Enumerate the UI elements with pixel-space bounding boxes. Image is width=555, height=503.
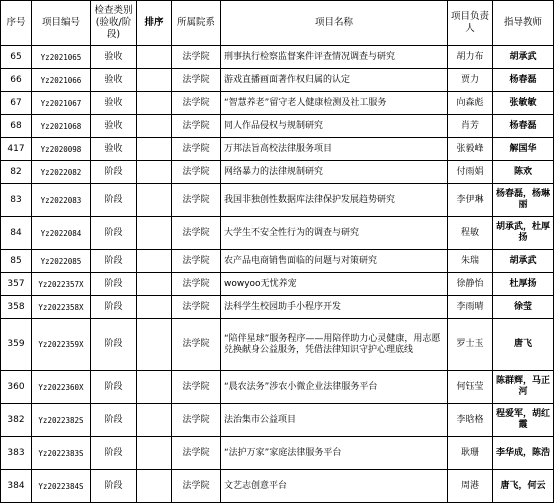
header-sort: 排序 <box>137 1 172 46</box>
table-row <box>1 115 554 138</box>
cell-sort <box>137 470 172 503</box>
cell-seq: 68 <box>1 115 32 138</box>
cell-type: 阶段 <box>91 273 137 296</box>
table-row <box>1 470 554 503</box>
header-seq: 序号 <box>1 1 32 46</box>
cell-leader: 周港 <box>448 470 493 503</box>
cell-leader: 李晗格 <box>448 404 493 437</box>
cell-seq: 383 <box>1 437 32 470</box>
cell-project-name: 刑事执行检察监督案件评查情况调查与研究 <box>221 46 448 69</box>
cell-college: 法学院 <box>172 319 221 371</box>
cell-type: 阶段 <box>91 470 137 503</box>
table-body <box>1 46 554 503</box>
cell-leader: 耿珊 <box>448 437 493 470</box>
cell-sort <box>137 371 172 404</box>
cell-project-name: 农产品电商销售面临的问题与对策研究 <box>221 250 448 273</box>
cell-type: 验收 <box>91 69 137 92</box>
cell-advisor: 胡承武 <box>493 250 554 273</box>
cell-college: 法学院 <box>172 296 221 319</box>
cell-college: 法学院 <box>172 404 221 437</box>
table-row <box>1 46 554 69</box>
cell-sort <box>137 115 172 138</box>
cell-type: 阶段 <box>91 437 137 470</box>
cell-type: 验收 <box>91 115 137 138</box>
cell-seq: 384 <box>1 470 32 503</box>
table-row <box>1 138 554 161</box>
cell-advisor: 杨春磊 <box>493 115 554 138</box>
table-row <box>1 184 554 217</box>
cell-type: 阶段 <box>91 404 137 437</box>
cell-seq: 84 <box>1 217 32 250</box>
cell-seq: 83 <box>1 184 32 217</box>
cell-code: Yz2022383S <box>32 437 91 470</box>
cell-college: 法学院 <box>172 273 221 296</box>
cell-college: 法学院 <box>172 161 221 184</box>
cell-project-name: 大学生不安全性行为的调查与研究 <box>221 217 448 250</box>
cell-project-name: wowyoo无忧养宠 <box>221 273 448 296</box>
cell-advisor: 李华成，陈浩 <box>493 437 554 470</box>
cell-sort <box>137 161 172 184</box>
cell-advisor: 杨春磊，杨琳丽 <box>493 184 554 217</box>
table-row <box>1 69 554 92</box>
cell-leader: 贾力 <box>448 69 493 92</box>
cell-type: 验收 <box>91 46 137 69</box>
cell-sort <box>137 138 172 161</box>
cell-sort <box>137 319 172 371</box>
cell-sort <box>137 46 172 69</box>
cell-leader: 胡力布 <box>448 46 493 69</box>
cell-advisor: 杨春磊 <box>493 69 554 92</box>
cell-advisor: 张敏敏 <box>493 92 554 115</box>
cell-seq: 359 <box>1 319 32 371</box>
cell-sort <box>137 404 172 437</box>
cell-code: Yz2022357X <box>32 273 91 296</box>
table-row <box>1 92 554 115</box>
cell-college: 法学院 <box>172 371 221 404</box>
cell-college: 法学院 <box>172 437 221 470</box>
cell-sort <box>137 437 172 470</box>
cell-leader: 肖芳 <box>448 115 493 138</box>
cell-leader: 何钰莹 <box>448 371 493 404</box>
cell-advisor: 胡承武，杜厚扬 <box>493 217 554 250</box>
cell-advisor: 解国华 <box>493 138 554 161</box>
cell-college: 法学院 <box>172 250 221 273</box>
cell-type: 阶段 <box>91 296 137 319</box>
cell-code: Yz2022082 <box>32 161 91 184</box>
cell-project-name: 万邦法旨高校法律服务项目 <box>221 138 448 161</box>
cell-code: Yz2022358X <box>32 296 91 319</box>
cell-project-name: 网络暴力的法律规制研究 <box>221 161 448 184</box>
cell-seq: 66 <box>1 69 32 92</box>
cell-advisor: 陈群辉，马正河 <box>493 371 554 404</box>
header-name: 项目名称 <box>221 1 448 46</box>
cell-leader: 程敏 <box>448 217 493 250</box>
cell-advisor: 程爱军，胡红霞 <box>493 404 554 437</box>
cell-code: Yz2021067 <box>32 92 91 115</box>
cell-code: Yz2022083 <box>32 184 91 217</box>
cell-advisor: 唐飞 <box>493 319 554 371</box>
cell-code: Yz2021068 <box>32 115 91 138</box>
cell-type: 阶段 <box>91 371 137 404</box>
cell-code: Yz2022360X <box>32 371 91 404</box>
header-leader: 项目负责人 <box>448 1 493 46</box>
cell-code: Yz2021065 <box>32 46 91 69</box>
cell-sort <box>137 69 172 92</box>
cell-type: 验收 <box>91 138 137 161</box>
cell-type: 阶段 <box>91 319 137 371</box>
cell-college: 法学院 <box>172 184 221 217</box>
cell-code: Yz2022084 <box>32 217 91 250</box>
cell-project-name: 同人作品侵权与规制研究 <box>221 115 448 138</box>
table-row <box>1 437 554 470</box>
cell-code: Yz2022382S <box>32 404 91 437</box>
cell-type: 阶段 <box>91 161 137 184</box>
cell-seq: 357 <box>1 273 32 296</box>
cell-sort <box>137 184 172 217</box>
cell-seq: 67 <box>1 92 32 115</box>
cell-seq: 360 <box>1 371 32 404</box>
cell-code: Yz2020098 <box>32 138 91 161</box>
cell-leader: 李伊琳 <box>448 184 493 217</box>
table-row <box>1 319 554 371</box>
cell-college: 法学院 <box>172 92 221 115</box>
cell-seq: 85 <box>1 250 32 273</box>
cell-seq: 358 <box>1 296 32 319</box>
cell-project-name: “智慧养老”留守老人健康检测及社工服务 <box>221 92 448 115</box>
cell-college: 法学院 <box>172 46 221 69</box>
cell-advisor: 杜厚扬 <box>493 273 554 296</box>
cell-code: Yz2022384S <box>32 470 91 503</box>
cell-type: 阶段 <box>91 184 137 217</box>
cell-college: 法学院 <box>172 69 221 92</box>
header-type: 检查类别(验收/阶段) <box>91 1 137 46</box>
cell-type: 验收 <box>91 92 137 115</box>
table-row <box>1 250 554 273</box>
cell-type: 阶段 <box>91 217 137 250</box>
cell-advisor: 胡承武 <box>493 46 554 69</box>
cell-code: Yz2022085 <box>32 250 91 273</box>
cell-leader: 付雨娟 <box>448 161 493 184</box>
cell-college: 法学院 <box>172 470 221 503</box>
cell-project-name: 法治集市公益项目 <box>221 404 448 437</box>
header-college: 所属院系 <box>172 1 221 46</box>
table-row <box>1 371 554 404</box>
cell-project-name: 法科学生校园助手小程序开发 <box>221 296 448 319</box>
table-row <box>1 296 554 319</box>
cell-leader: 张毅峰 <box>448 138 493 161</box>
cell-project-name: “陪伴星球”服务程序——用陪伴助力心灵健康，用志愿兑换献身公益服务，凭借法律知识守护心理底线 <box>221 319 448 371</box>
header-row <box>1 1 554 46</box>
cell-leader: 李雨晴 <box>448 296 493 319</box>
cell-sort <box>137 250 172 273</box>
cell-advisor: 徐莹 <box>493 296 554 319</box>
cell-college: 法学院 <box>172 115 221 138</box>
cell-sort <box>137 273 172 296</box>
cell-leader: 向森彪 <box>448 92 493 115</box>
cell-sort <box>137 296 172 319</box>
cell-project-name: 文艺志创意平台 <box>221 470 448 503</box>
cell-seq: 65 <box>1 46 32 69</box>
cell-project-name: 游戏直播画面著作权归属的认定 <box>221 69 448 92</box>
cell-code: Yz2022359X <box>32 319 91 371</box>
table-row <box>1 217 554 250</box>
cell-project-name: “晨农法务”涉农小微企业法律服务平台 <box>221 371 448 404</box>
table-row <box>1 404 554 437</box>
cell-project-name: “法护万家”家庭法律服务平台 <box>221 437 448 470</box>
cell-type: 阶段 <box>91 250 137 273</box>
cell-seq: 82 <box>1 161 32 184</box>
header-code: 项目编号 <box>32 1 91 46</box>
cell-sort <box>137 217 172 250</box>
cell-seq: 382 <box>1 404 32 437</box>
cell-seq: 417 <box>1 138 32 161</box>
table-row <box>1 273 554 296</box>
cell-college: 法学院 <box>172 138 221 161</box>
cell-leader: 朱瑞 <box>448 250 493 273</box>
header-advisor: 指导教师 <box>493 1 554 46</box>
cell-leader: 罗士玉 <box>448 319 493 371</box>
cell-advisor: 陈欢 <box>493 161 554 184</box>
cell-college: 法学院 <box>172 217 221 250</box>
cell-leader: 徐静怡 <box>448 273 493 296</box>
cell-sort <box>137 92 172 115</box>
cell-advisor: 唐飞，何云 <box>493 470 554 503</box>
cell-project-name: 我国非独创性数据库法律保护发展趋势研究 <box>221 184 448 217</box>
cell-code: Yz2021066 <box>32 69 91 92</box>
table-row <box>1 161 554 184</box>
